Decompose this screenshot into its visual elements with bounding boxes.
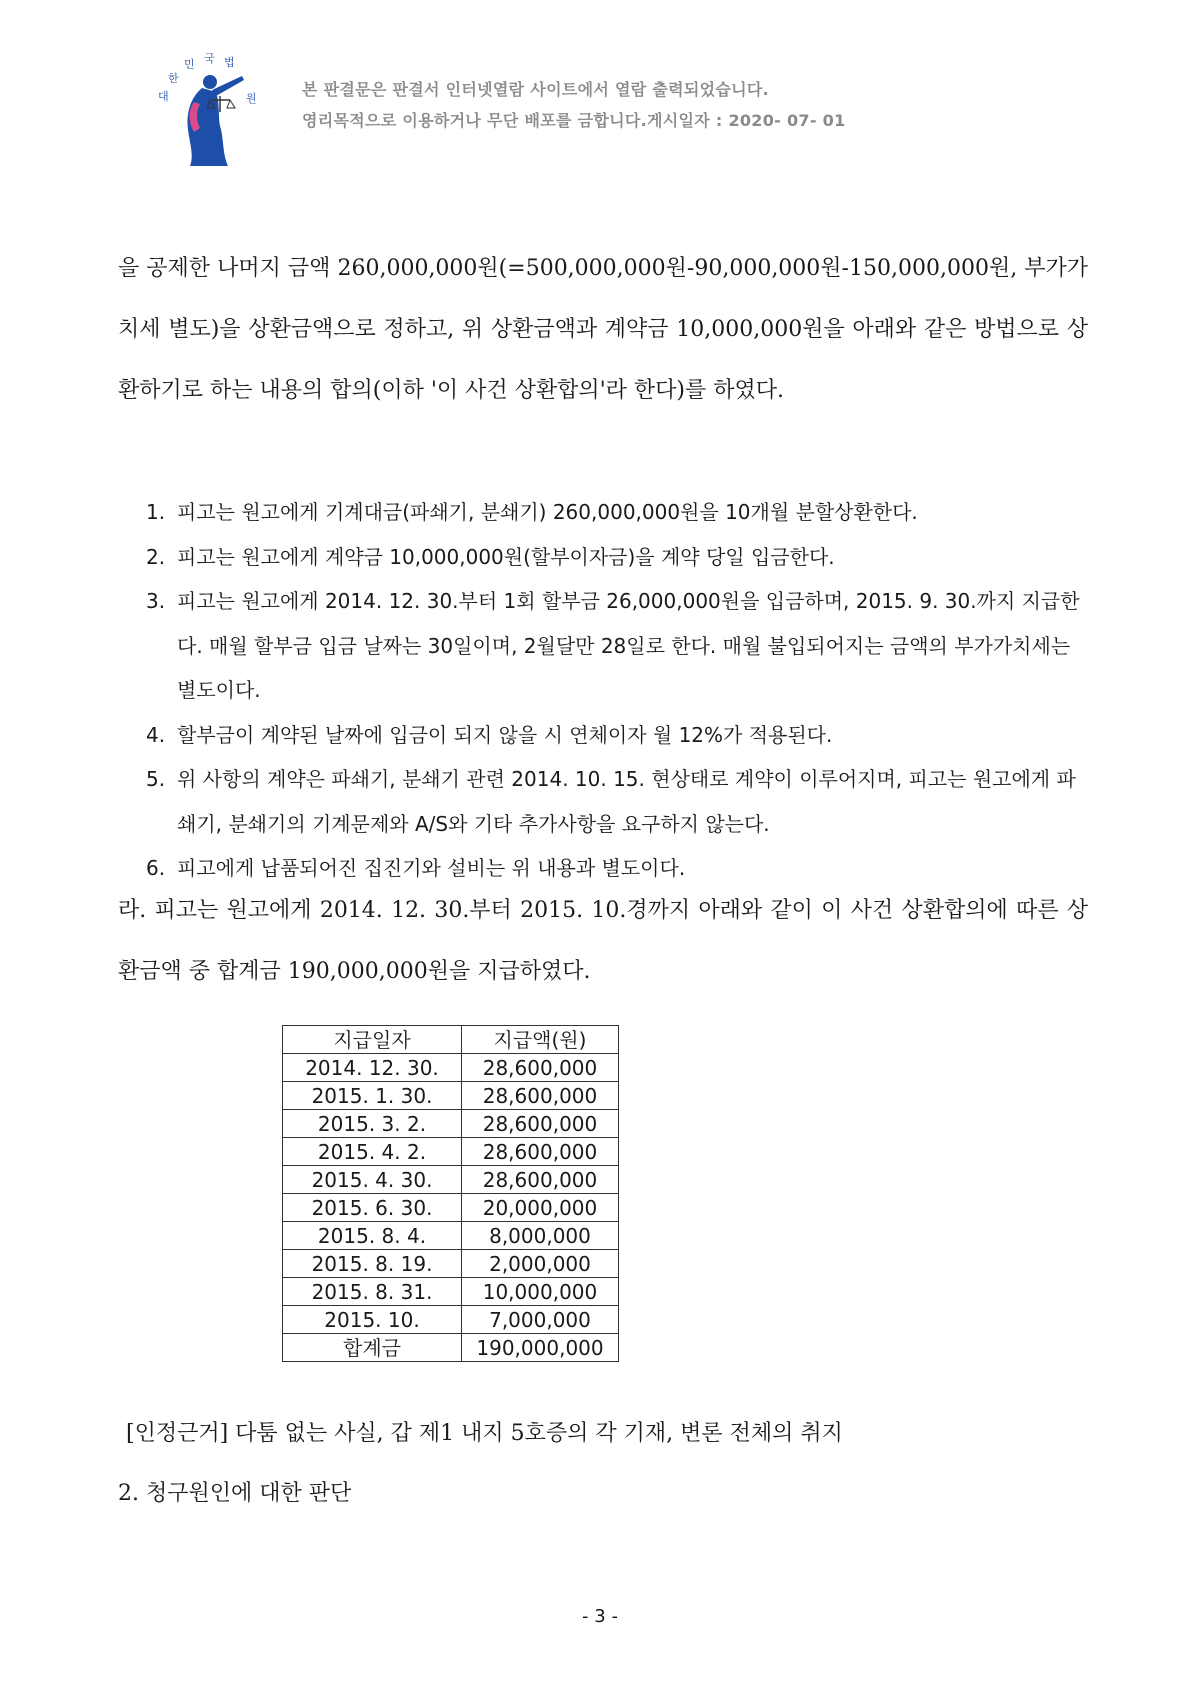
list-item: 1. 피고는 원고에게 기계대금(파쇄기, 분쇄기) 260,000,000원을 10개월 분할상환한다. xyxy=(146,500,918,524)
column-header-amount: 지급액(원) xyxy=(462,1026,619,1054)
column-header-date: 지급일자 xyxy=(283,1026,462,1054)
table-row: 2015. 3. 2. 28,600,000 xyxy=(283,1110,619,1138)
list-item: 4. 할부금이 계약된 날짜에 입금이 되지 않을 시 연체이자 월 12%가 적용된다. xyxy=(146,722,833,747)
svg-text:법: 법 xyxy=(224,56,235,69)
print-notice xyxy=(302,74,846,136)
list-item: 3. 피고는 원고에게 2014. 12. 30.부터 1회 할부금 26,000,000원을 입금하며, 2015. 9. 30.까지 지급한다. 매월 할부금 입금 날짜는 30일이며, 2월달만 28일로 한다. 매월 불입되어지는 금액의 부가가치세는 별도이다. xyxy=(146,589,1080,702)
list-item: 5. 위 사항의 계약은 파쇄기, 분쇄기 관련 2014. 10. 15. 현상태로 계약이 이루어지며, 피고는 원고에게 파쇄기, 분쇄기의 기계문제와 A/S와 기타 추가사항을 요구하지 않는다. xyxy=(146,767,1076,836)
table-row: 2015. 8. 4. 8,000,000 xyxy=(283,1222,619,1250)
page-header xyxy=(150,44,950,164)
paragraph-payments: 라. 피고는 원고에게 2014. 12. 30.부터 2015. 10.경까지 아래와 같이 이 사건 상환합의에 따른 상환금액 중 합계금 190,000,000원을 지급하였다. xyxy=(118,898,1088,984)
section-heading: 2. 청구원인에 대한 판단 xyxy=(118,1481,352,1506)
notice-line-2: 영리목적으로 이용하거나 무단 배포를 금합니다.게시일자 : 2020- 07- 01 xyxy=(302,111,846,130)
notice-line-1: 본 판결문은 판결서 인터넷열람 사이트에서 열람 출력되었습니다. xyxy=(302,80,770,99)
payment-table xyxy=(282,1025,619,1362)
recognition-basis: [인정근거] 다툼 없는 사실, 갑 제1 내지 5호증의 각 기재, 변론 전체의 취지 xyxy=(126,1421,843,1446)
svg-text:민: 민 xyxy=(184,58,195,71)
table-row: 2015. 1. 30. 28,600,000 xyxy=(283,1082,619,1110)
table-row: 2015. 6. 30. 20,000,000 xyxy=(283,1194,619,1222)
table-row: 2015. 8. 19. 2,000,000 xyxy=(283,1250,619,1278)
svg-text:국: 국 xyxy=(204,52,215,65)
table-row: 2015. 4. 2. 28,600,000 xyxy=(283,1138,619,1166)
table-row: 2015. 8. 31. 10,000,000 xyxy=(283,1278,619,1306)
table-row: 2015. 4. 30. 28,600,000 xyxy=(283,1166,619,1194)
table-header-row xyxy=(283,1026,619,1054)
svg-text:원: 원 xyxy=(246,92,257,105)
list-item: 6. 피고에게 납품되어진 집진기와 설비는 위 내용과 별도이다. xyxy=(146,856,686,880)
table-row: 2015. 10. 7,000,000 xyxy=(283,1306,619,1334)
court-seal-logo xyxy=(150,52,278,168)
list-item: 2. 피고는 원고에게 계약금 10,000,000원(할부이자금)을 계약 당일 입금한다. xyxy=(146,544,835,569)
table-total-row: 합계금 190,000,000 xyxy=(283,1334,619,1362)
svg-text:한: 한 xyxy=(168,72,179,85)
svg-text:대: 대 xyxy=(158,90,169,103)
table-row: 2014. 12. 30. 28,600,000 xyxy=(283,1054,619,1082)
agreement-terms-list xyxy=(146,490,1086,891)
page-number: - 3 - xyxy=(582,1606,618,1627)
paragraph-repayment-agreement: 을 공제한 나머지 금액 260,000,000원(=500,000,000원-90,000,000원-150,000,000원, 부가가치세 별도)을 상환금액으로 정하고, 위 상환금액과 계약금 10,000,000원을 아래와 같은 방법으로 상환하기로 하는 내용의 합의(이하 '이 사건 상환합의'라 한다)를 하였다. xyxy=(118,256,1088,403)
